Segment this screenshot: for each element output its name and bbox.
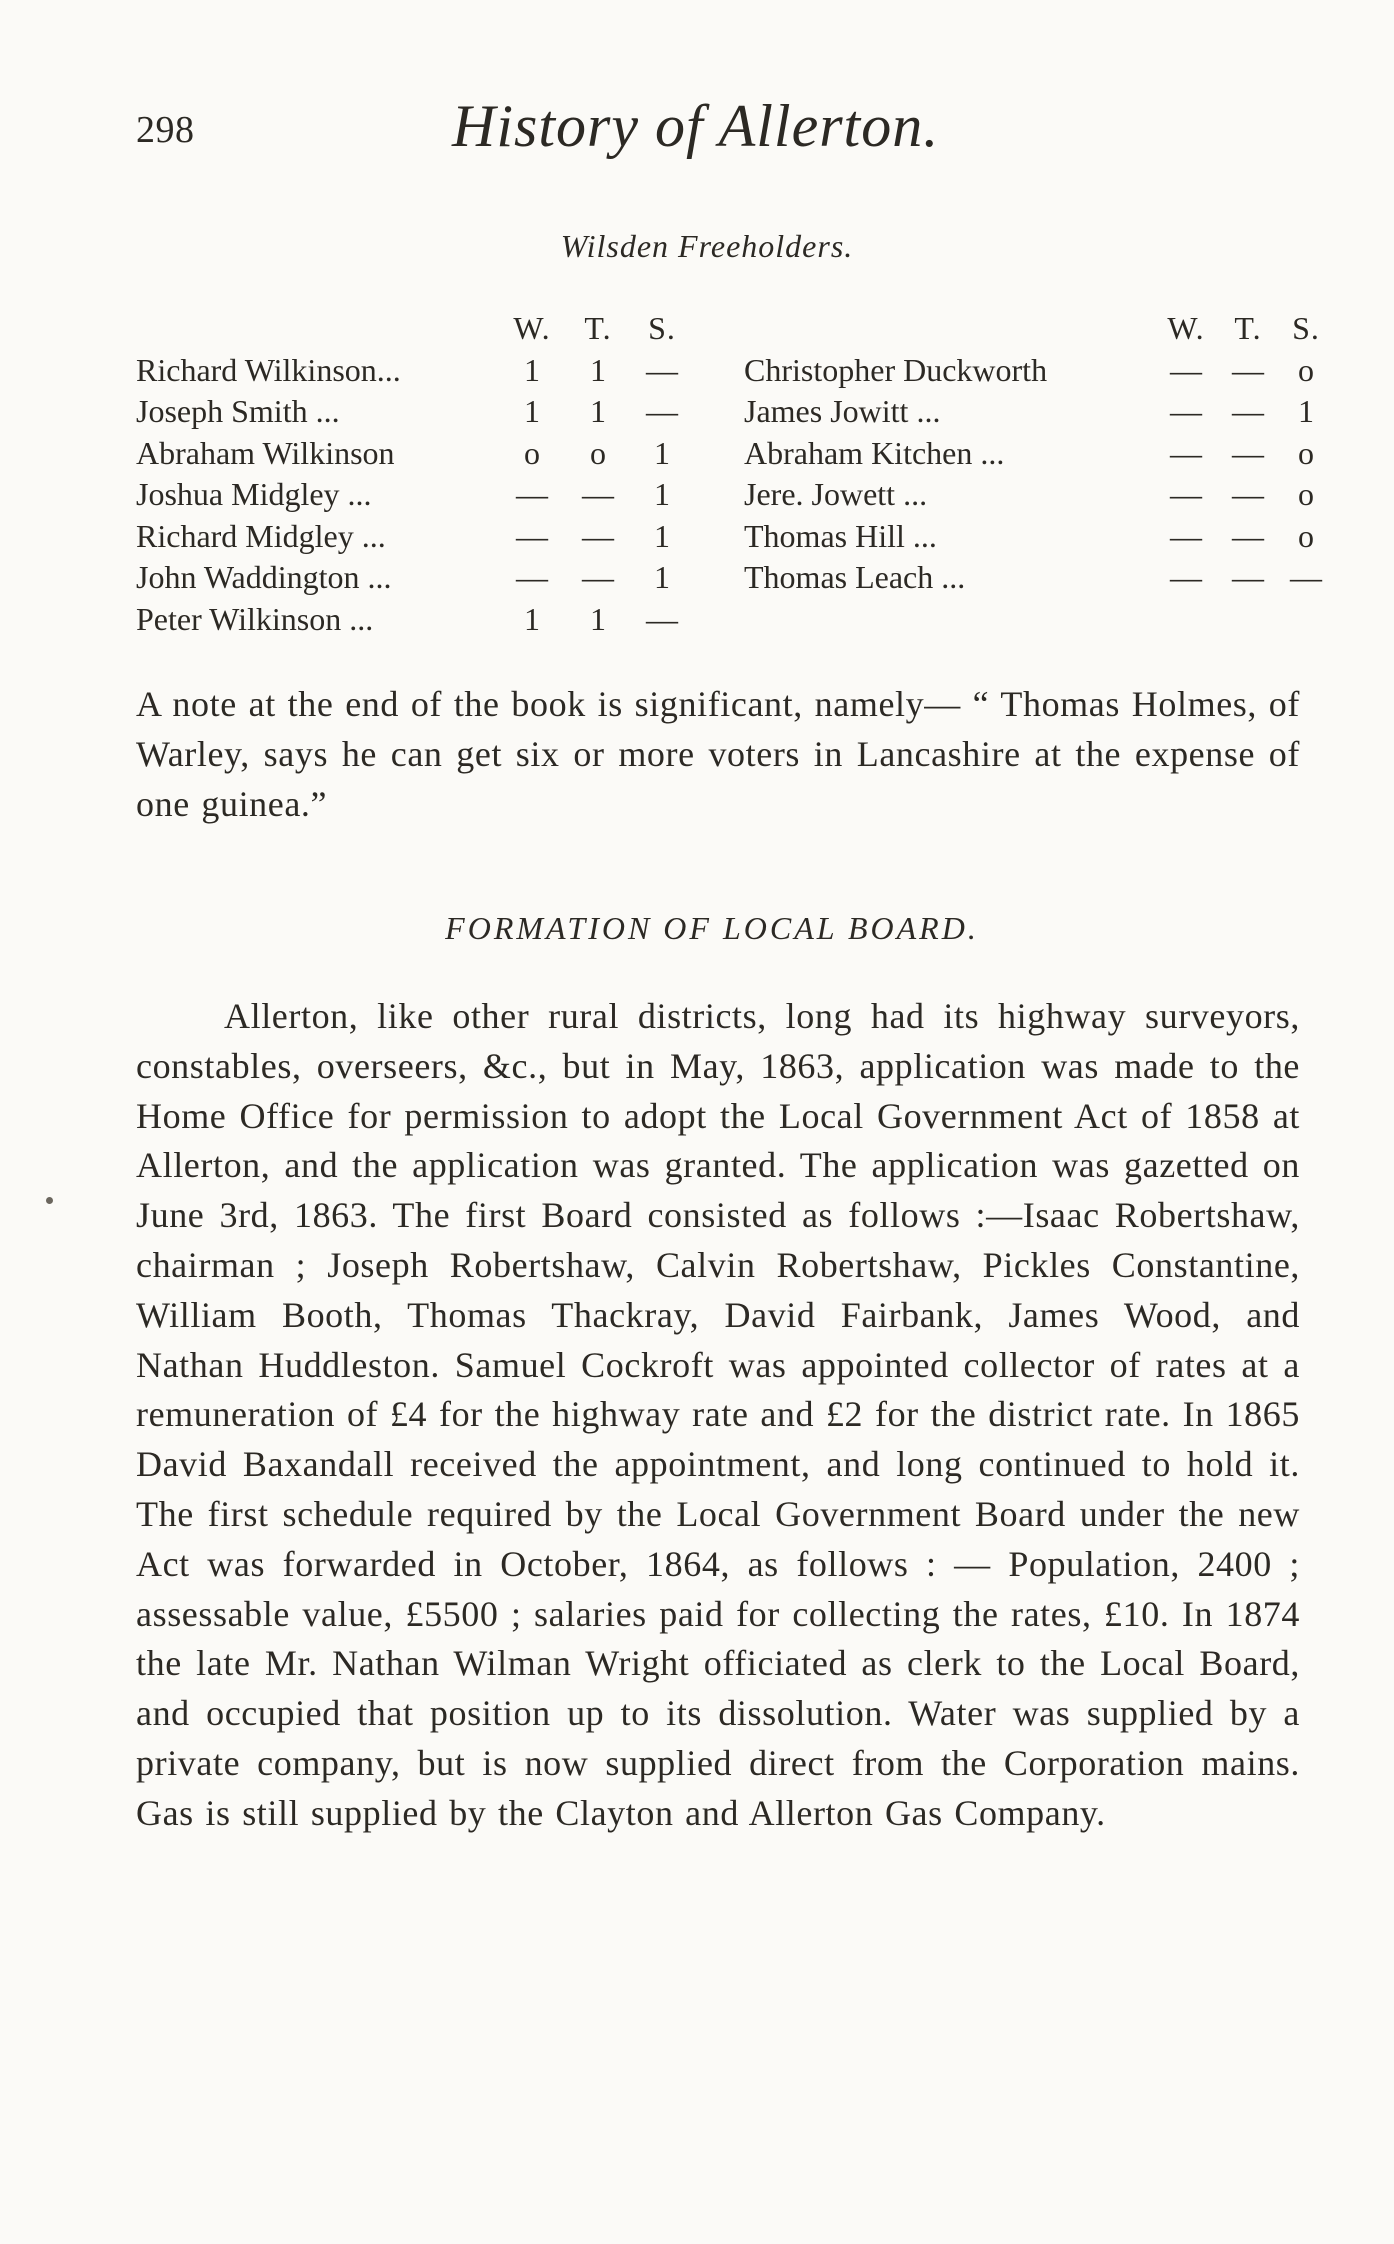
w-value: — (516, 559, 548, 595)
running-head (136, 92, 1296, 162)
freeholder-name: Joshua Midgley ... (136, 476, 372, 512)
freeholder-name: Abraham Kitchen ... (744, 434, 1005, 471)
table-row (744, 391, 1314, 433)
table-row (744, 516, 1314, 558)
s-value: 1 (654, 434, 670, 471)
t-value: — (1232, 434, 1264, 471)
table-caption: Wilsden Freeholders. (560, 228, 854, 264)
table-row (744, 557, 1322, 599)
table-row (744, 474, 1314, 516)
s-value: — (646, 351, 678, 388)
table-row (136, 350, 706, 392)
freeholder-name: Richard Wilkinson... (136, 351, 401, 388)
s-value: — (1290, 559, 1322, 595)
freeholder-name: James Jowitt ... (744, 393, 941, 429)
s-value: 1 (654, 517, 670, 554)
freeholder-name: Thomas Hill ... (744, 517, 937, 554)
w-value: 1 (524, 393, 540, 429)
freeholder-name: Joseph Smith ... (136, 393, 340, 429)
table-row (136, 474, 706, 516)
column-header-t: T. (1234, 310, 1262, 346)
table-row (744, 433, 1314, 475)
t-value: 1 (590, 393, 606, 429)
w-value: — (1170, 393, 1202, 429)
w-value: 1 (524, 600, 540, 637)
w-value: — (1170, 517, 1202, 554)
freeholder-name: John Waddington ... (136, 559, 392, 595)
s-value: 1 (1298, 393, 1314, 429)
body-text: Allerton, like other rural districts, long had its highway surveyors, constables, overseers, &c., but in May, 1863, application was made to the Home Office for permission to adopt the Local Government Act of 1858 at Allerton, and the application was granted. The application was gazetted on June 3rd, 1863. The first Board consisted as follows :—Isaac Robertshaw, chairman ; Joseph Robertshaw, Calvin Robertshaw, Pickles Constantine, William Booth, Thomas Thackray, David Fairbank, James Wood, and Nathan Huddleston. Samuel Cockroft was appointed collector of rates at a remuneration of £4 for the highway rate and £2 for the district rate. In 1865 David Baxandall received the appointment, and long continued to hold it. The first schedule required by the Local Government Board under the new Act was forwarded in October, 1864, as follows : — Population, 2400 ; assessable value, £5500 ; salaries paid for collecting the rates, £10. In 1874 the late Mr. Nathan Wilman Wright officiated as clerk to the Local Board, and occupied that position up to its dissolution. Water was supplied by a private company, but is now supplied direct from the Corporation mains. Gas is still supplied by the Clayton and Allerton Gas Company. (136, 996, 1300, 1833)
table-row (136, 516, 706, 558)
ink-speck (46, 1197, 53, 1204)
s-value: o (1298, 434, 1314, 471)
freeholders-right-column (744, 308, 1322, 599)
w-value: — (516, 517, 548, 554)
freeholders-left-column (136, 308, 706, 640)
column-header-s: S. (648, 310, 676, 346)
freeholder-name: Abraham Wilkinson (136, 434, 395, 471)
column-header-w: W. (1167, 310, 1205, 346)
column-header-s: S. (1292, 310, 1320, 346)
column-header-row (744, 308, 1320, 350)
freeholder-name: Christopher Duckworth (744, 351, 1048, 388)
w-value: — (516, 476, 548, 512)
s-value: — (646, 600, 678, 637)
t-value: — (1232, 351, 1264, 388)
w-value: — (1170, 476, 1202, 512)
body-paragraph (136, 992, 1300, 1839)
freeholder-name: Jere. Jowett ... (744, 476, 928, 512)
note-paragraph (136, 680, 1300, 829)
t-value: — (582, 476, 614, 512)
w-value: 1 (524, 351, 540, 388)
running-title: History of Allerton. (452, 93, 940, 159)
table-row (136, 391, 706, 433)
note-text: A note at the end of the book is significant, namely— “ Thomas Holmes, of Warley, says he can get six or more voters in Lancashire at the expense of one guinea.” (136, 684, 1300, 824)
s-value: 1 (654, 559, 670, 595)
w-value: o (524, 434, 540, 471)
column-header-t: T. (584, 310, 612, 346)
t-value: — (582, 517, 614, 554)
s-value: — (646, 393, 678, 429)
s-value: o (1298, 476, 1314, 512)
t-value: 1 (590, 351, 606, 388)
t-value: — (582, 559, 614, 595)
w-value: — (1170, 434, 1202, 471)
w-value: — (1170, 559, 1202, 595)
t-value: — (1232, 517, 1264, 554)
freeholder-name: Richard Midgley ... (136, 517, 386, 554)
t-value: — (1232, 476, 1264, 512)
freeholder-name: Thomas Leach ... (744, 559, 966, 595)
column-header-w: W. (513, 310, 551, 346)
page-number: 298 (136, 109, 195, 151)
t-value: 1 (590, 600, 606, 637)
table-row (136, 599, 706, 641)
section-heading: FORMATION OF LOCAL BOARD. (445, 910, 979, 946)
t-value: — (1232, 393, 1264, 429)
table-row (136, 557, 706, 599)
table-row (136, 433, 706, 475)
s-value: o (1298, 351, 1314, 388)
s-value: 1 (654, 476, 670, 512)
t-value: — (1232, 559, 1264, 595)
table-row (744, 350, 1314, 392)
freeholder-name: Peter Wilkinson ... (136, 600, 374, 637)
w-value: — (1170, 351, 1202, 388)
t-value: o (590, 434, 606, 471)
column-header-row (136, 308, 706, 350)
s-value: o (1298, 517, 1314, 554)
